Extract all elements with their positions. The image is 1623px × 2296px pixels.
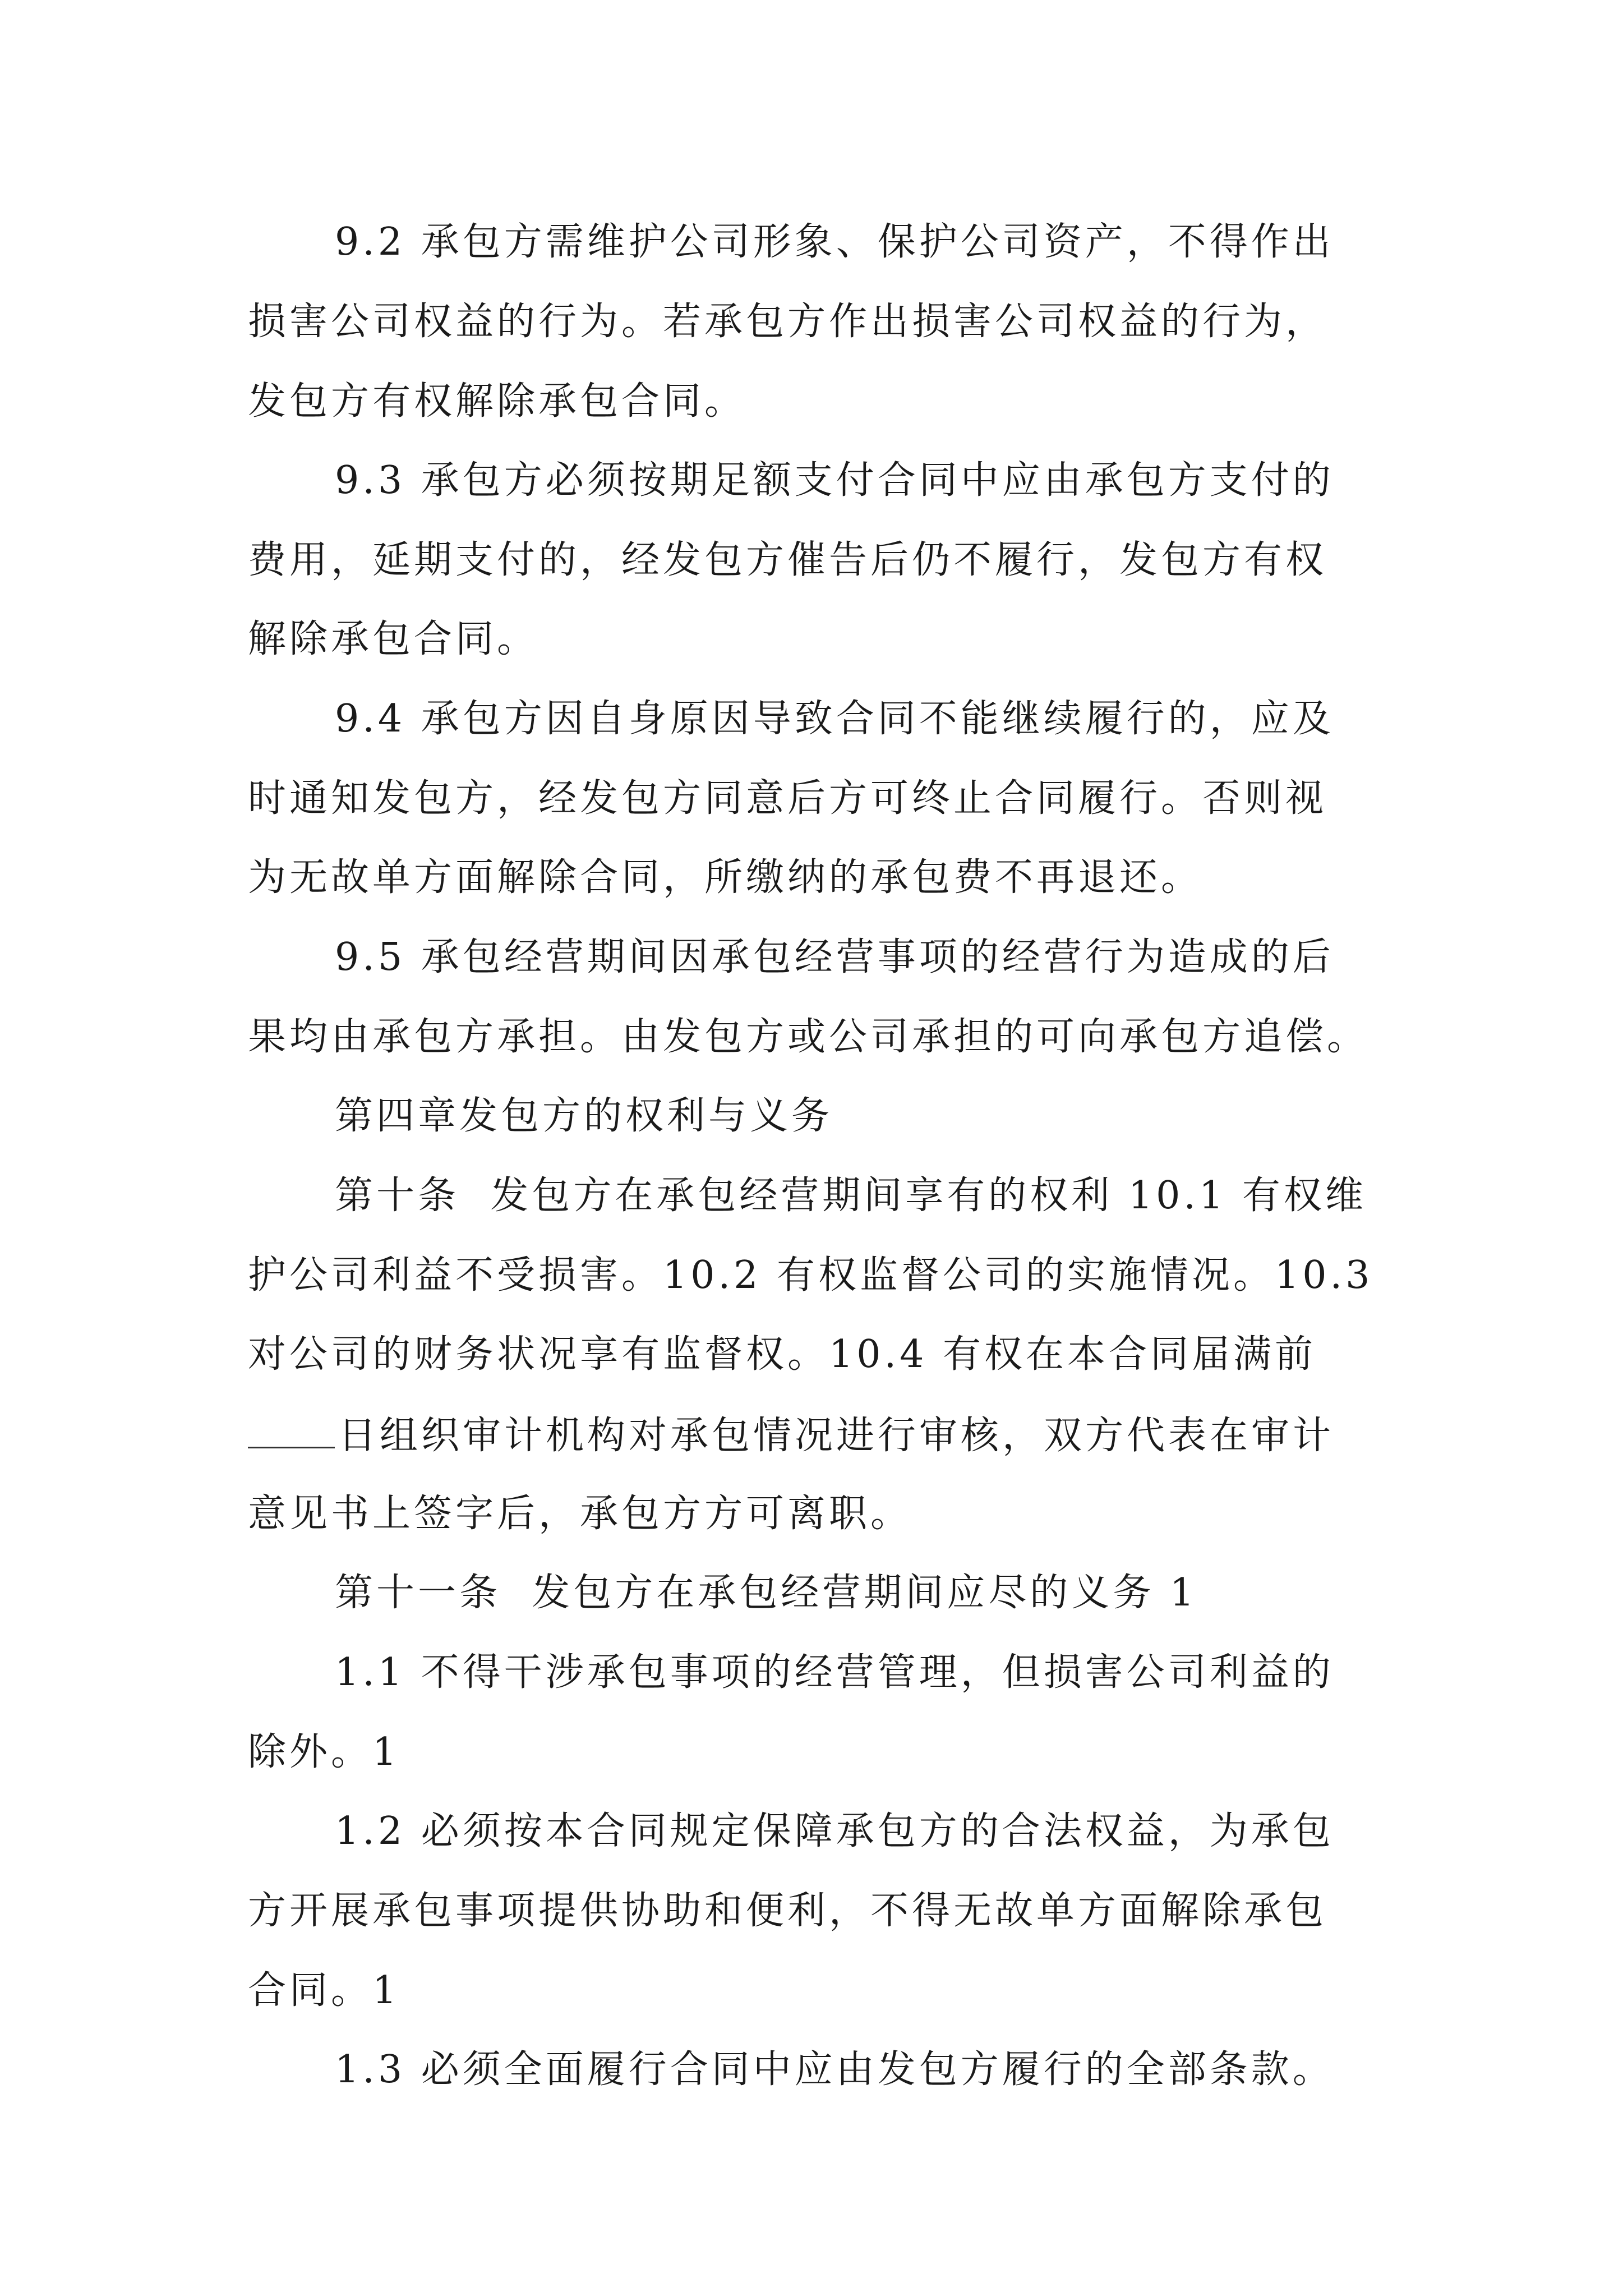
chapter-4-heading: 第四章发包方的权利与义务 xyxy=(335,1094,833,1138)
paragraph-1-2-line-2: 方开展承包事项提供协助和便利，不得无故单方面解除承包 xyxy=(248,1889,1327,1933)
fill-in-blank xyxy=(248,1415,335,1448)
paragraph-1-2-line-1: 1.2 必须按本合同规定保障承包方的合法权益，为承包 xyxy=(335,1809,1334,1853)
paragraph-9-5-line-2: 果均由承包方承担。由发包方或公司承担的可向承包方追偿。 xyxy=(248,1015,1369,1059)
paragraph-9-3-line-1: 9.3 承包方必须按期足额支付合同中应由承包方支付的 xyxy=(335,458,1334,503)
paragraph-9-2-line-3: 发包方有权解除承包合同。 xyxy=(248,379,746,424)
paragraph-9-4-line-2: 时通知发包方，经发包方同意后方可终止合同履行。否则视 xyxy=(248,776,1327,821)
article-10-line-4 xyxy=(248,1414,1335,1458)
paragraph-9-2-line-2: 损害公司权益的行为。若承包方作出损害公司权益的行为， xyxy=(248,300,1327,344)
paragraph-9-3-line-2: 费用，延期支付的，经发包方催告后仍不履行，发包方有权 xyxy=(248,538,1327,582)
article-10-line-4-text: 日组织审计机构对承包情况进行审核，双方代表在审计 xyxy=(338,1414,1335,1458)
paragraph-9-2-line-1: 9.2 承包方需维护公司形象、保护公司资产，不得作出 xyxy=(335,220,1334,264)
paragraph-1-2-line-3: 合同。1 xyxy=(248,1968,400,2013)
article-11-heading: 第十一条 发包方在承包经营期间应尽的义务 1 xyxy=(335,1571,1198,1615)
article-10-line-1: 第十条 发包方在承包经营期间享有的权利 10.1 有权维 xyxy=(335,1174,1367,1218)
paragraph-9-4-line-3: 为无故单方面解除合同，所缴纳的承包费不再退还。 xyxy=(248,855,1203,900)
paragraph-1-3-line-1: 1.3 必须全面履行合同中应由发包方履行的全部条款。 xyxy=(335,2047,1334,2092)
paragraph-9-5-line-1: 9.5 承包经营期间因承包经营事项的经营行为造成的后 xyxy=(335,935,1334,979)
article-10-line-5: 意见书上签字后，承包方方可离职。 xyxy=(248,1492,912,1536)
article-10-line-2: 护公司利益不受损害。10.2 有权监督公司的实施情况。10.3 xyxy=(248,1253,1373,1297)
paragraph-1-1-line-1: 1.1 不得干涉承包事项的经营管理，但损害公司利益的 xyxy=(335,1650,1334,1695)
paragraph-9-4-line-1: 9.4 承包方因自身原因导致合同不能继续履行的，应及 xyxy=(335,697,1334,741)
paragraph-9-3-line-3: 解除承包合同。 xyxy=(248,617,539,661)
article-10-line-3: 对公司的财务状况享有监督权。10.4 有权在本合同届满前 xyxy=(248,1332,1317,1377)
paragraph-1-1-line-2: 除外。1 xyxy=(248,1730,400,1774)
